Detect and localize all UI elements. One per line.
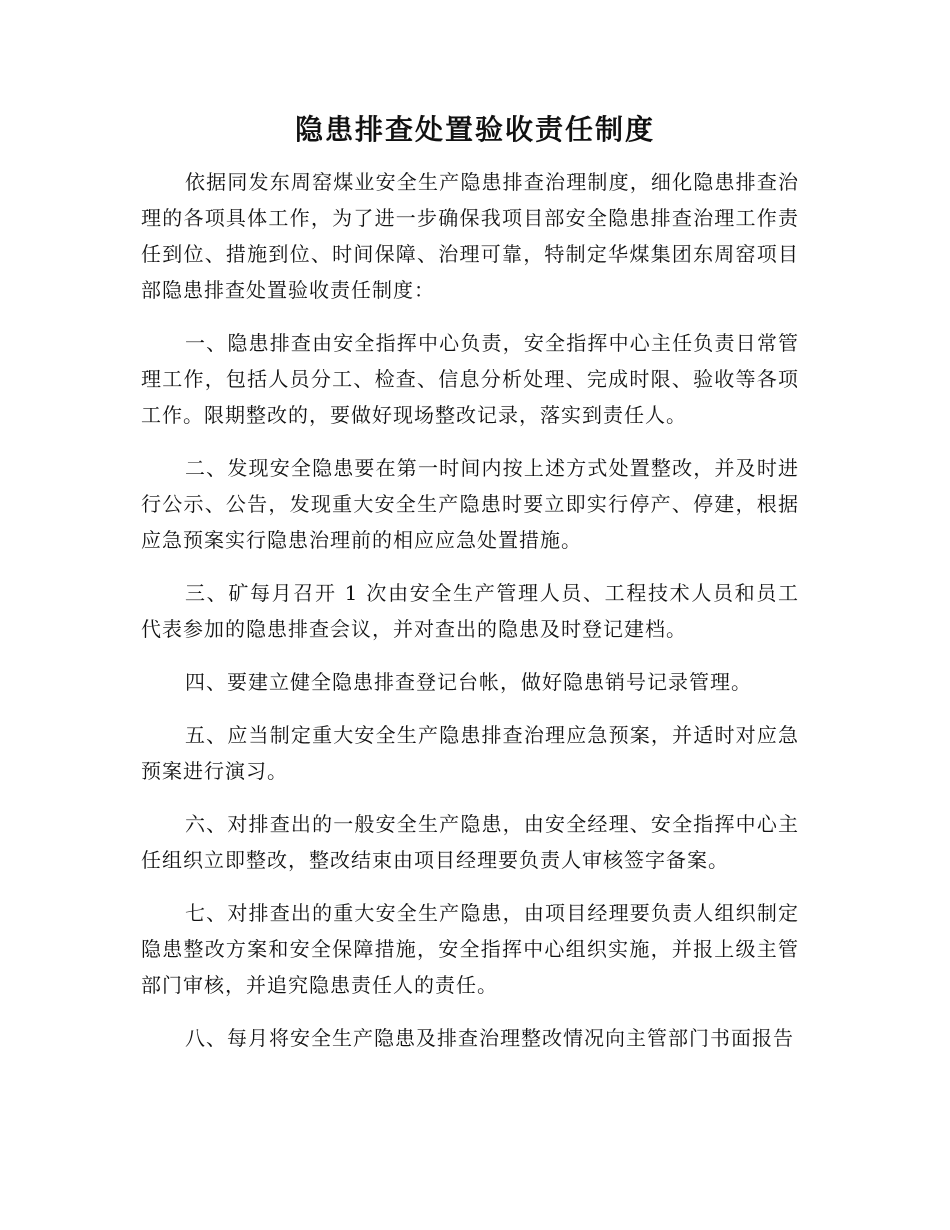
- paragraph-5: 五、应当制定重大安全生产隐患排查治理应急预案，并适时对应急预案进行演习。: [141, 723, 799, 783]
- document-body: [141, 164, 799, 1073]
- paragraph-4: 四、要建立健全隐患排查登记台帐，做好隐患销号记录管理。: [185, 670, 752, 694]
- paragraph-6: 六、对排查出的一般安全生产隐患，由安全经理、安全指挥中心主任组织立即整改，整改结束由项目经理要负责人审核签字备案。: [141, 812, 799, 872]
- paragraph-1: 一、隐患排查由安全指挥中心负责，安全指挥中心主任负责日常管理工作，包括人员分工、检查、信息分析处理、完成时限、验收等各项工作。限期整改的，要做好现场整改记录，落实到责任人。: [141, 331, 799, 427]
- document-title: 隐患排查处置验收责任制度: [294, 113, 655, 146]
- paragraph-2: 二、发现安全隐患要在第一时间内按上述方式处置整改，并及时进行公示、公告，发现重大安全生产隐患时要立即实行停产、停建，根据应急预案实行隐患治理前的相应应急处置措施。: [141, 456, 799, 552]
- paragraph-8: 八、每月将安全生产隐患及排查治理整改情况向主管部门书面报告: [185, 1026, 794, 1050]
- paragraph-intro: 依据同发东周窑煤业安全生产隐患排查治理制度，细化隐患排查治理的各项具体工作，为了进一步确保我项目部安全隐患排查治理工作责任到位、措施到位、时间保障、治理可靠，特制定华煤集团东周窑项目部隐患排查处置验收责任制度：: [141, 170, 799, 302]
- paragraph-7: 七、对排查出的重大安全生产隐患，由项目经理要负责人组织制定隐患整改方案和安全保障措施，安全指挥中心组织实施，并报上级主管部门审核，并追究隐患责任人的责任。: [141, 901, 799, 997]
- paragraph-3: 三、矿每月召开 1 次由安全生产管理人员、工程技术人员和员工代表参加的隐患排查会议，并对查出的隐患及时登记建档。: [141, 581, 799, 641]
